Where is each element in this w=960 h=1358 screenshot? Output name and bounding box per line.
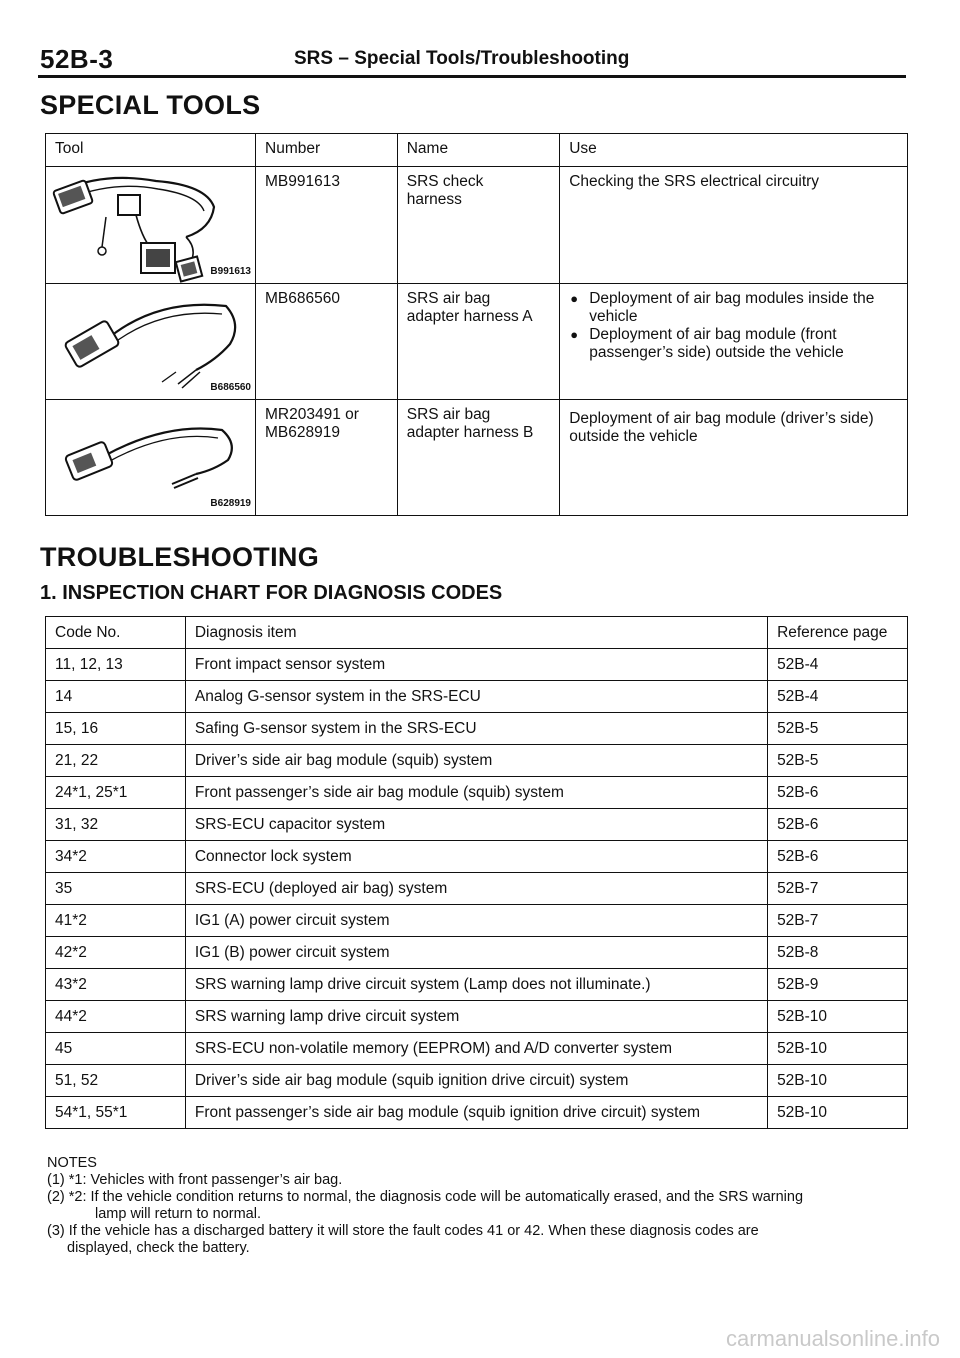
reference-page-cell: 52B-10	[768, 1033, 908, 1065]
code-cell: 45	[46, 1033, 186, 1065]
reference-page-cell: 52B-4	[768, 649, 908, 681]
reference-page-cell: 52B-7	[768, 873, 908, 905]
tool-name-line: adapter harness A	[406, 308, 533, 325]
col-header-name: Name	[397, 134, 560, 167]
tool-name	[397, 167, 560, 284]
tool-image-cell	[46, 167, 256, 284]
col-header-diagnosis-item: Diagnosis item	[185, 617, 767, 649]
tool-image-label: B991613	[210, 266, 251, 277]
tool-name	[397, 284, 560, 400]
tool-use-line: Checking the SRS electrical circuitry	[569, 173, 820, 190]
reference-page-cell: 52B-5	[768, 745, 908, 777]
note-line: (3) If the vehicle has a discharged battery it will store the fault codes 41 or 42. When these diagnosis codes are	[47, 1223, 759, 1239]
use-bullet-line: ● Deployment of air bag module (front	[589, 326, 837, 343]
tool-number-line: MB686560	[265, 290, 340, 307]
codes-body	[46, 649, 908, 1129]
diagnosis-item-cell: SRS-ECU (deployed air bag) system	[185, 873, 767, 905]
tool-use-line: Deployment of air bag module (driver’s side)	[569, 410, 874, 427]
code-cell: 54*1, 55*1	[46, 1097, 186, 1129]
code-row	[46, 841, 908, 873]
col-header-tool: Tool	[46, 134, 256, 167]
tool-use	[560, 284, 908, 400]
diagnosis-item-cell: SRS-ECU non-volatile memory (EEPROM) and A/D converter system	[185, 1033, 767, 1065]
troubleshooting-heading: TROUBLESHOOTING	[40, 542, 319, 572]
code-row	[46, 809, 908, 841]
diagnosis-item-cell: Analog G-sensor system in the SRS-ECU	[185, 681, 767, 713]
diagnosis-item-cell: Safing G-sensor system in the SRS-ECU	[185, 713, 767, 745]
code-row	[46, 1001, 908, 1033]
diagnosis-item-cell: IG1 (B) power circuit system	[185, 937, 767, 969]
diagnosis-item-cell: Connector lock system	[185, 841, 767, 873]
code-cell: 15, 16	[46, 713, 186, 745]
special-tools-heading: SPECIAL TOOLS	[40, 90, 261, 120]
tool-row	[46, 167, 908, 284]
code-row	[46, 905, 908, 937]
reference-page-cell: 52B-5	[768, 713, 908, 745]
col-header-reference-page: Reference page	[768, 617, 908, 649]
tool-number	[256, 400, 398, 516]
tool-name-line: SRS check	[406, 173, 484, 190]
diagnosis-item-cell: Front passenger’s side air bag module (squib) system	[185, 777, 767, 809]
reference-page-cell: 52B-10	[768, 1001, 908, 1033]
code-row	[46, 777, 908, 809]
tool-number	[256, 167, 398, 284]
code-row	[46, 1065, 908, 1097]
reference-page-cell: 52B-6	[768, 777, 908, 809]
diagnosis-item-cell: Front impact sensor system	[185, 649, 767, 681]
note-line: (1) *1: Vehicles with front passenger’s air bag.	[47, 1172, 343, 1188]
code-cell: 51, 52	[46, 1065, 186, 1097]
diagnosis-item-cell: Driver’s side air bag module (squib) system	[185, 745, 767, 777]
code-row	[46, 873, 908, 905]
code-cell: 34*2	[46, 841, 186, 873]
tools-header-row	[46, 134, 908, 167]
note-line: (2) *2: If the vehicle condition returns to normal, the diagnosis code will be automatically erased, and the SRS warning	[47, 1189, 804, 1205]
col-header-number: Number	[256, 134, 398, 167]
col-header-use: Use	[560, 134, 908, 167]
diagnosis-item-cell: SRS warning lamp drive circuit system	[185, 1001, 767, 1033]
notes	[47, 1155, 910, 1257]
diagnosis-codes-table	[45, 616, 908, 1129]
code-row	[46, 745, 908, 777]
tool-name-line: SRS air bag	[406, 290, 491, 307]
header-rule	[38, 75, 906, 78]
tool-image-cell	[46, 400, 256, 516]
page-number: 52B-3	[40, 44, 114, 74]
code-row	[46, 681, 908, 713]
code-row	[46, 969, 908, 1001]
code-row	[46, 937, 908, 969]
note-line: lamp will return to normal.	[95, 1206, 261, 1222]
tool-name-line: SRS air bag	[406, 406, 491, 423]
diagnosis-item-cell: SRS-ECU capacitor system	[185, 809, 767, 841]
use-bullet	[569, 326, 898, 362]
code-cell: 31, 32	[46, 809, 186, 841]
code-cell: 24*1, 25*1	[46, 777, 186, 809]
special-tools-table	[45, 133, 908, 516]
use-bullet-line: ● Deployment of air bag modules inside the	[589, 290, 875, 307]
reference-page-cell: 52B-10	[768, 1065, 908, 1097]
code-row	[46, 1033, 908, 1065]
note-line: displayed, check the battery.	[67, 1240, 250, 1256]
diagnosis-item-cell: Front passenger’s side air bag module (squib ignition drive circuit) system	[185, 1097, 767, 1129]
inspection-chart-heading: 1. INSPECTION CHART FOR DIAGNOSIS CODES	[40, 582, 503, 604]
use-bullet-line: passenger’s side) outside the vehicle	[589, 344, 844, 361]
code-cell: 11, 12, 13	[46, 649, 186, 681]
tool-name	[397, 400, 560, 516]
tool-use	[560, 167, 908, 284]
diagnosis-item-cell: SRS warning lamp drive circuit system (Lamp does not illuminate.)	[185, 969, 767, 1001]
code-cell: 35	[46, 873, 186, 905]
watermark: carmanualsonline.info	[725, 1326, 940, 1351]
reference-page-cell: 52B-10	[768, 1097, 908, 1129]
reference-page-cell: 52B-9	[768, 969, 908, 1001]
tool-image-label: B686560	[210, 382, 251, 393]
diagnosis-item-cell: IG1 (A) power circuit system	[185, 905, 767, 937]
page-header-title: SRS – Special Tools/Troubleshooting	[294, 48, 630, 69]
use-bullet-line: vehicle	[589, 308, 638, 325]
tool-use	[560, 400, 908, 516]
tool-row	[46, 284, 908, 400]
reference-page-cell: 52B-8	[768, 937, 908, 969]
notes-title: NOTES	[47, 1155, 97, 1171]
tool-number-line: MB991613	[265, 173, 340, 190]
codes-header-row	[46, 617, 908, 649]
tool-number-line: MB628919	[265, 424, 340, 441]
tool-number-line: MR203491 or	[265, 406, 359, 423]
tool-image-label: B628919	[210, 498, 251, 509]
code-cell: 43*2	[46, 969, 186, 1001]
col-header-code: Code No.	[46, 617, 186, 649]
code-cell: 21, 22	[46, 745, 186, 777]
code-row	[46, 713, 908, 745]
tool-row	[46, 400, 908, 516]
tool-use-line: outside the vehicle	[569, 428, 698, 445]
reference-page-cell: 52B-6	[768, 809, 908, 841]
tool-image-cell	[46, 284, 256, 400]
code-cell: 42*2	[46, 937, 186, 969]
code-row	[46, 1097, 908, 1129]
code-row	[46, 649, 908, 681]
code-cell: 14	[46, 681, 186, 713]
tool-name-line: adapter harness B	[406, 424, 534, 441]
diagnosis-item-cell: Driver’s side air bag module (squib ignition drive circuit) system	[185, 1065, 767, 1097]
code-cell: 41*2	[46, 905, 186, 937]
code-cell: 44*2	[46, 1001, 186, 1033]
tool-number	[256, 284, 398, 400]
tool-name-line: harness	[406, 191, 462, 208]
reference-page-cell: 52B-4	[768, 681, 908, 713]
use-bullet	[569, 290, 898, 326]
reference-page-cell: 52B-7	[768, 905, 908, 937]
reference-page-cell: 52B-6	[768, 841, 908, 873]
